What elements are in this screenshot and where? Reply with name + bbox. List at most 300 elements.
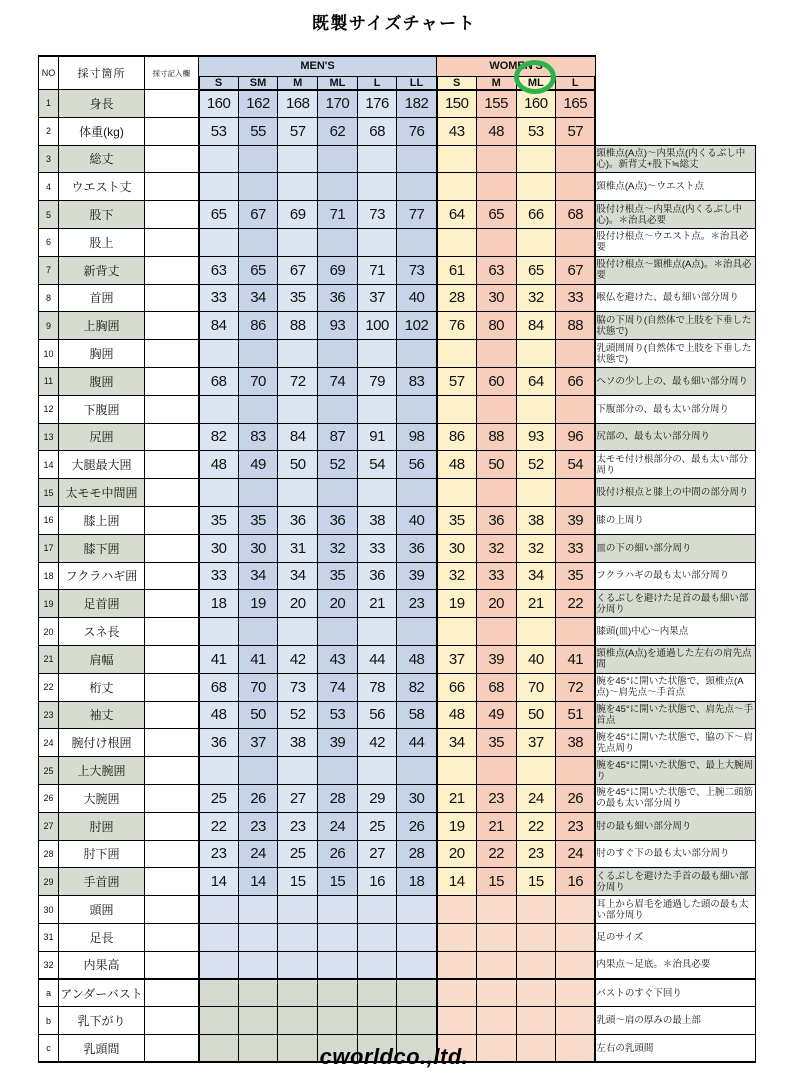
mens-size-value <box>397 923 437 951</box>
womens-size-value: 68 <box>476 673 516 701</box>
measurement-label: 股上 <box>59 228 145 256</box>
row-number: c <box>39 1035 59 1063</box>
measurement-entry-cell <box>145 951 199 979</box>
womens-size-value: 57 <box>556 117 596 145</box>
mens-size-value: 82 <box>397 673 437 701</box>
mens-size-value: 100 <box>357 312 397 340</box>
table-row <box>39 173 756 201</box>
measurement-note: 腕を45°に開いた状態で、肩先点〜手首点 <box>595 701 755 729</box>
mens-size-value: 62 <box>318 117 358 145</box>
mens-size-value <box>397 979 437 1007</box>
mens-size-value: 42 <box>278 645 318 673</box>
womens-size-value <box>516 479 556 507</box>
womens-size-value: 30 <box>437 534 477 562</box>
mens-size-value: 41 <box>238 645 278 673</box>
mens-size-value: 40 <box>397 284 437 312</box>
womens-size-value: 40 <box>516 645 556 673</box>
womens-size-value: 32 <box>437 562 477 590</box>
mens-size-value: 33 <box>199 562 239 590</box>
mens-size-value <box>278 979 318 1007</box>
womens-size-value: 88 <box>476 423 516 451</box>
womens-size-value: 20 <box>437 840 477 868</box>
womens-size-value: 35 <box>437 506 477 534</box>
mens-size-value: 36 <box>397 534 437 562</box>
mens-size-value: 49 <box>238 451 278 479</box>
measurement-note: フクラハギの最も太い部分周り <box>595 562 755 590</box>
measurement-note: 頸椎点(A点)〜内果点(内くるぶし中心)。新背丈+股下≒総丈 <box>595 145 755 173</box>
mens-size-value: 36 <box>318 284 358 312</box>
row-number: 16 <box>39 506 59 534</box>
mens-size-value: 37 <box>357 284 397 312</box>
col-header-location: 採寸箇所 <box>59 56 145 90</box>
mens-size-value <box>357 923 397 951</box>
womens-size-value: 22 <box>476 840 516 868</box>
mens-size-value <box>199 618 239 646</box>
mens-size-value: 83 <box>397 367 437 395</box>
highlight-circle-womens-ml-icon <box>514 60 556 94</box>
table-row <box>39 951 756 979</box>
mens-size-value <box>397 618 437 646</box>
measurement-entry-cell <box>145 423 199 451</box>
table-row <box>39 117 756 145</box>
mens-size-value <box>318 340 358 368</box>
measurement-note: 喉仏を避けた、最も細い部分周り <box>595 284 755 312</box>
womens-size-value: 22 <box>556 590 596 618</box>
mens-size-value <box>397 173 437 201</box>
mens-size-value <box>318 145 358 173</box>
mens-size-value: 26 <box>397 812 437 840</box>
mens-size-value <box>238 228 278 256</box>
col-header-womens-l: L <box>556 76 596 90</box>
col-header-womens-m: M <box>476 76 516 90</box>
measurement-entry-cell <box>145 506 199 534</box>
mens-size-value: 26 <box>318 840 358 868</box>
womens-size-value <box>516 340 556 368</box>
col-header-womens-s: S <box>437 76 477 90</box>
mens-size-value: 23 <box>238 812 278 840</box>
measurement-entry-cell <box>145 256 199 284</box>
womens-size-value <box>556 951 596 979</box>
table-row <box>39 590 756 618</box>
table-row <box>39 673 756 701</box>
measurement-label: 尻囲 <box>59 423 145 451</box>
row-number: 9 <box>39 312 59 340</box>
row-number: 6 <box>39 228 59 256</box>
mens-size-value <box>238 951 278 979</box>
womens-size-value <box>516 228 556 256</box>
mens-size-value: 28 <box>397 840 437 868</box>
row-number: 23 <box>39 701 59 729</box>
mens-size-value: 102 <box>397 312 437 340</box>
mens-size-value <box>397 757 437 785</box>
mens-size-value <box>278 340 318 368</box>
womens-size-value <box>437 979 477 1007</box>
mens-size-value <box>199 1007 239 1035</box>
row-number: 17 <box>39 534 59 562</box>
womens-size-value <box>476 173 516 201</box>
row-number: 31 <box>39 923 59 951</box>
measurement-note: 股付け根点〜内果点(内くるぶし中心)。＊治具必要 <box>595 201 755 229</box>
womens-size-value <box>476 618 516 646</box>
mens-size-value <box>278 145 318 173</box>
womens-size-value: 24 <box>516 784 556 812</box>
womens-size-value <box>516 173 556 201</box>
womens-size-value: 21 <box>516 590 556 618</box>
womens-size-value: 21 <box>437 784 477 812</box>
row-number: 27 <box>39 812 59 840</box>
measurement-note: 尻部の、最も太い部分周り <box>595 423 755 451</box>
measurement-entry-cell <box>145 228 199 256</box>
mens-size-value: 84 <box>278 423 318 451</box>
mens-size-value: 57 <box>278 117 318 145</box>
mens-size-value: 35 <box>199 506 239 534</box>
mens-size-value: 74 <box>318 367 358 395</box>
measurement-note: 乳頭囲周り(自然体で上肢を下垂した状態で) <box>595 340 755 368</box>
womens-size-value <box>476 340 516 368</box>
row-number: 32 <box>39 951 59 979</box>
womens-size-value <box>556 979 596 1007</box>
measurement-note: 乳頭〜肩の厚みの最上部 <box>595 1007 755 1035</box>
table-row <box>39 701 756 729</box>
measurement-label: 体重(kg) <box>59 117 145 145</box>
measurement-entry-cell <box>145 979 199 1007</box>
mens-size-value: 53 <box>199 117 239 145</box>
womens-size-value: 28 <box>437 284 477 312</box>
measurement-label: 足首囲 <box>59 590 145 618</box>
mens-size-value: 21 <box>357 590 397 618</box>
measurement-note: 脇の下周り(自然体で上肢を下垂した状態で) <box>595 312 755 340</box>
mens-size-value <box>278 173 318 201</box>
womens-size-value: 65 <box>476 201 516 229</box>
measurement-label: 腹囲 <box>59 367 145 395</box>
mens-size-value: 23 <box>397 590 437 618</box>
womens-size-value: 26 <box>556 784 596 812</box>
mens-size-value: 182 <box>397 90 437 118</box>
womens-size-value: 33 <box>556 284 596 312</box>
table-row <box>39 312 756 340</box>
measurement-label: 下腹囲 <box>59 395 145 423</box>
measurement-entry-cell <box>145 117 199 145</box>
measurement-entry-cell <box>145 896 199 924</box>
mens-size-value: 160 <box>199 90 239 118</box>
womens-size-value: 76 <box>437 312 477 340</box>
table-row <box>39 423 756 451</box>
table-row <box>39 896 756 924</box>
measurement-entry-cell <box>145 729 199 757</box>
mens-size-value <box>238 1007 278 1035</box>
table-row <box>39 784 756 812</box>
mens-size-value <box>318 618 358 646</box>
mens-size-value <box>199 395 239 423</box>
mens-size-value: 23 <box>278 812 318 840</box>
mens-size-value: 35 <box>238 506 278 534</box>
measurement-label: 新背丈 <box>59 256 145 284</box>
mens-size-value <box>238 145 278 173</box>
mens-size-value: 69 <box>318 256 358 284</box>
row-number: b <box>39 1007 59 1035</box>
mens-size-value <box>397 1007 437 1035</box>
mens-size-value <box>238 923 278 951</box>
mens-size-value <box>238 757 278 785</box>
womens-size-value <box>556 228 596 256</box>
womens-size-value: 23 <box>516 840 556 868</box>
mens-size-value <box>357 479 397 507</box>
mens-size-value: 67 <box>278 256 318 284</box>
mens-size-value <box>199 173 239 201</box>
mens-size-value: 65 <box>199 201 239 229</box>
womens-size-value <box>556 173 596 201</box>
womens-size-value: 41 <box>556 645 596 673</box>
mens-size-value: 52 <box>278 701 318 729</box>
measurement-note: 股付け根点と膝上の中間の部分周り <box>595 479 755 507</box>
mens-size-value: 20 <box>318 590 358 618</box>
mens-size-value <box>238 340 278 368</box>
womens-size-value <box>556 340 596 368</box>
col-group-womens: WOMEN'S <box>437 56 596 76</box>
womens-size-value <box>516 395 556 423</box>
mens-size-value: 29 <box>357 784 397 812</box>
note-empty <box>595 90 755 118</box>
mens-size-value <box>278 1007 318 1035</box>
measurement-note: 股付け根点〜頸椎点(A点)。＊治具必要 <box>595 256 755 284</box>
mens-size-value: 88 <box>278 312 318 340</box>
womens-size-value: 52 <box>516 451 556 479</box>
table-row <box>39 340 756 368</box>
womens-size-value: 150 <box>437 90 477 118</box>
mens-size-value: 16 <box>357 868 397 896</box>
size-table-body <box>39 90 756 1063</box>
womens-size-value: 48 <box>437 701 477 729</box>
mens-size-value: 40 <box>397 506 437 534</box>
womens-size-value: 67 <box>556 256 596 284</box>
mens-size-value: 54 <box>357 451 397 479</box>
mens-size-value: 71 <box>318 201 358 229</box>
table-row <box>39 840 756 868</box>
measurement-note: 耳上から眉毛を通過した頭の最も太い部分周り <box>595 896 755 924</box>
womens-size-value: 84 <box>516 312 556 340</box>
measurement-entry-cell <box>145 673 199 701</box>
row-number: 5 <box>39 201 59 229</box>
mens-size-value: 42 <box>357 729 397 757</box>
womens-size-value <box>516 896 556 924</box>
womens-size-value: 60 <box>476 367 516 395</box>
mens-size-value <box>238 173 278 201</box>
col-header-mens-ll: LL <box>397 76 437 90</box>
mens-size-value: 19 <box>238 590 278 618</box>
womens-size-value: 38 <box>516 506 556 534</box>
mens-size-value <box>199 979 239 1007</box>
mens-size-value <box>318 479 358 507</box>
womens-size-value: 64 <box>437 201 477 229</box>
table-row <box>39 479 756 507</box>
womens-size-value: 64 <box>516 367 556 395</box>
table-header-row-groups <box>39 56 756 76</box>
table-row <box>39 256 756 284</box>
womens-size-value <box>437 951 477 979</box>
row-number: 10 <box>39 340 59 368</box>
womens-size-value <box>476 228 516 256</box>
mens-size-value: 25 <box>278 840 318 868</box>
womens-size-value: 53 <box>516 117 556 145</box>
mens-size-value: 28 <box>318 784 358 812</box>
row-number: 18 <box>39 562 59 590</box>
row-number: 30 <box>39 896 59 924</box>
womens-size-value <box>437 1007 477 1035</box>
mens-size-value: 50 <box>238 701 278 729</box>
measurement-entry-cell <box>145 312 199 340</box>
measurement-label: 袖丈 <box>59 701 145 729</box>
measurement-note: 股付け根点〜ウエスト点。＊治具必要 <box>595 228 755 256</box>
mens-size-value: 73 <box>397 256 437 284</box>
womens-size-value <box>476 145 516 173</box>
womens-size-value: 86 <box>437 423 477 451</box>
mens-size-value <box>357 395 397 423</box>
measurement-label: 桁丈 <box>59 673 145 701</box>
company-logo-text: cworldco.,ltd. <box>319 1044 469 1069</box>
mens-size-value: 25 <box>199 784 239 812</box>
measurement-label: 上大腕囲 <box>59 757 145 785</box>
mens-size-value <box>318 923 358 951</box>
womens-size-value: 22 <box>516 812 556 840</box>
mens-size-value: 56 <box>357 701 397 729</box>
mens-size-value <box>199 479 239 507</box>
mens-size-value <box>397 951 437 979</box>
mens-size-value <box>397 395 437 423</box>
mens-size-value <box>278 951 318 979</box>
table-row <box>39 562 756 590</box>
measurement-label: 乳頭間 <box>59 1035 145 1063</box>
womens-size-value <box>437 340 477 368</box>
mens-size-value: 76 <box>397 117 437 145</box>
row-number: 25 <box>39 757 59 785</box>
mens-size-value: 82 <box>199 423 239 451</box>
mens-size-value: 35 <box>318 562 358 590</box>
measurement-label: ウエスト丈 <box>59 173 145 201</box>
mens-size-value: 58 <box>397 701 437 729</box>
mens-size-value <box>357 228 397 256</box>
mens-size-value <box>318 979 358 1007</box>
table-row <box>39 201 756 229</box>
mens-size-value <box>199 145 239 173</box>
womens-size-value: 16 <box>556 868 596 896</box>
womens-size-value: 48 <box>476 117 516 145</box>
womens-size-value: 15 <box>476 868 516 896</box>
mens-size-value: 34 <box>238 284 278 312</box>
mens-size-value <box>278 896 318 924</box>
mens-size-value <box>238 479 278 507</box>
mens-size-value: 37 <box>238 729 278 757</box>
measurement-note: 下腹部分の、最も太い部分周り <box>595 395 755 423</box>
womens-size-value <box>437 145 477 173</box>
measurement-entry-cell <box>145 840 199 868</box>
mens-size-value: 50 <box>278 451 318 479</box>
measurement-label: アンダーバスト <box>59 979 145 1007</box>
womens-size-value <box>516 1007 556 1035</box>
measurement-note: くるぶしを避けた足首の最も細い部分周り <box>595 590 755 618</box>
mens-size-value <box>397 145 437 173</box>
womens-size-value: 33 <box>556 534 596 562</box>
measurement-label: 肘囲 <box>59 812 145 840</box>
measurement-note: 腕を45°に開いた状態で、脇の下〜肩先点周り <box>595 729 755 757</box>
table-row <box>39 979 756 1007</box>
measurement-note: 左右の乳頭間 <box>595 1035 755 1063</box>
row-number: 11 <box>39 367 59 395</box>
measurement-label: 内果高 <box>59 951 145 979</box>
womens-size-value <box>516 145 556 173</box>
measurement-entry-cell <box>145 340 199 368</box>
measurement-label: 上胸囲 <box>59 312 145 340</box>
mens-size-value <box>357 757 397 785</box>
table-row <box>39 1007 756 1035</box>
womens-size-value <box>556 395 596 423</box>
mens-size-value: 73 <box>278 673 318 701</box>
measurement-entry-cell <box>145 395 199 423</box>
row-number: 13 <box>39 423 59 451</box>
measurement-entry-cell <box>145 1007 199 1035</box>
mens-size-value: 33 <box>357 534 397 562</box>
measurement-note: 腕を45°に開いた状態で、頸椎点(A点)〜肩先点〜手首点 <box>595 673 755 701</box>
row-number: 12 <box>39 395 59 423</box>
measurement-label: 肘下囲 <box>59 840 145 868</box>
mens-size-value: 68 <box>199 367 239 395</box>
womens-size-value <box>476 395 516 423</box>
mens-size-value <box>357 979 397 1007</box>
womens-size-value: 35 <box>556 562 596 590</box>
womens-size-value: 57 <box>437 367 477 395</box>
womens-size-value: 48 <box>437 451 477 479</box>
mens-size-value: 24 <box>238 840 278 868</box>
measurement-note: 皿の下の細い部分周り <box>595 534 755 562</box>
womens-size-value <box>556 479 596 507</box>
womens-size-value: 30 <box>476 284 516 312</box>
womens-size-value: 15 <box>516 868 556 896</box>
measurement-entry-cell <box>145 534 199 562</box>
womens-size-value: 23 <box>556 812 596 840</box>
table-row <box>39 451 756 479</box>
mens-size-value <box>238 618 278 646</box>
measurement-entry-cell <box>145 812 199 840</box>
mens-size-value <box>357 145 397 173</box>
measurement-note: 頸椎点(A点)を通過した左右の肩先点間 <box>595 645 755 673</box>
measurement-note: くるぶしを避けた手首の最も細い部分周り <box>595 868 755 896</box>
mens-size-value: 14 <box>199 868 239 896</box>
measurement-note: 肘の最も細い部分周り <box>595 812 755 840</box>
measurement-label: 腕付け根囲 <box>59 729 145 757</box>
mens-size-value: 53 <box>318 701 358 729</box>
mens-size-value: 78 <box>357 673 397 701</box>
measurement-label: 太モモ中間囲 <box>59 479 145 507</box>
mens-size-value <box>318 757 358 785</box>
mens-size-value: 168 <box>278 90 318 118</box>
table-row <box>39 506 756 534</box>
womens-size-value: 54 <box>556 451 596 479</box>
row-number: 21 <box>39 645 59 673</box>
mens-size-value: 39 <box>397 562 437 590</box>
mens-size-value: 23 <box>199 840 239 868</box>
measurement-label: 乳下がり <box>59 1007 145 1035</box>
mens-size-value: 30 <box>199 534 239 562</box>
womens-size-value: 37 <box>516 729 556 757</box>
mens-size-value: 52 <box>318 451 358 479</box>
mens-size-value: 36 <box>357 562 397 590</box>
mens-size-value: 22 <box>199 812 239 840</box>
mens-size-value: 162 <box>238 90 278 118</box>
mens-size-value: 68 <box>199 673 239 701</box>
mens-size-value: 26 <box>238 784 278 812</box>
mens-size-value <box>357 896 397 924</box>
mens-size-value: 43 <box>318 645 358 673</box>
measurement-entry-cell <box>145 562 199 590</box>
